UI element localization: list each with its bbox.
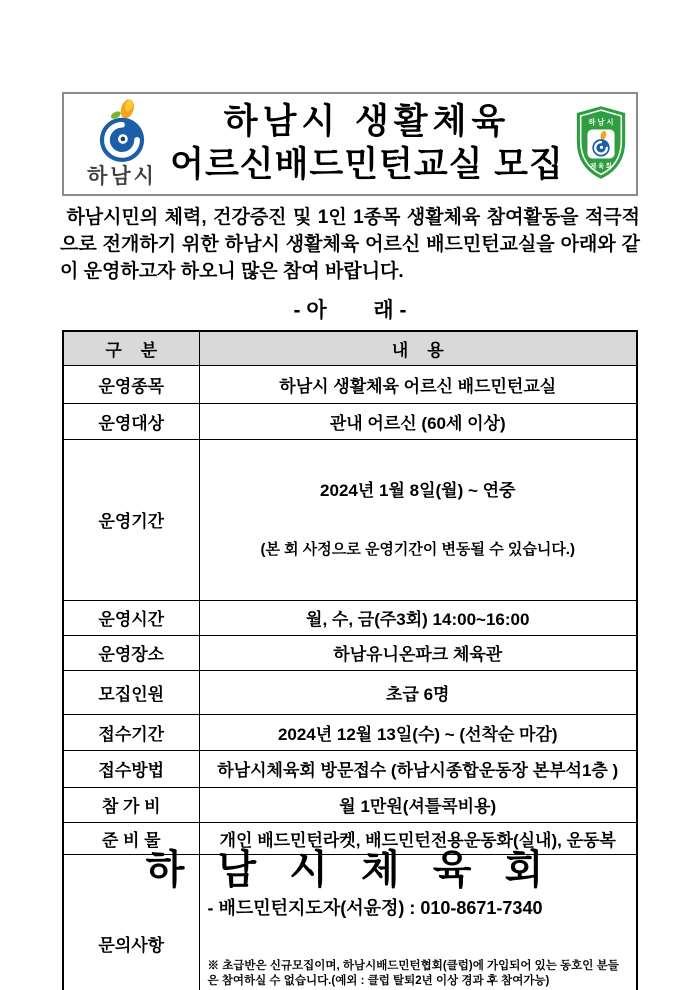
row-operating-period bbox=[63, 439, 637, 600]
row-label: 접수방법 bbox=[63, 750, 199, 787]
row-target bbox=[63, 403, 637, 439]
period-line-1: 2024년 1월 8일(월) ~ 연중 bbox=[320, 480, 516, 500]
below-divider-label: - 아 래 - bbox=[293, 299, 407, 322]
title-banner bbox=[62, 92, 638, 196]
emblem-top-text: 하 남 시 bbox=[588, 117, 614, 127]
inquiry-note: ※ 초급반은 신규모집이며, 하남시배드민턴협회(클럽)에 가입되어 있는 동호인 분들은 참여하실 수 없습니다.(예외 : 클럽 탈퇴2년 이상 경과 후 참여가능) bbox=[207, 960, 619, 988]
row-label: 운영대상 bbox=[63, 403, 199, 439]
period-line-2: (본 회 사정으로 운영기간이 변동될 수 있습니다.) bbox=[260, 540, 575, 558]
row-content: 하남시 생활체육 어르신 배드민턴교실 bbox=[199, 365, 637, 403]
hanam-logo-swirl-icon bbox=[91, 98, 153, 164]
row-content bbox=[199, 439, 637, 600]
row-content: 하남유니온파크 체육관 bbox=[199, 635, 637, 670]
title-line-2: 어르신배드민턴교실 모집 bbox=[170, 145, 564, 184]
row-label: 운영시간 bbox=[63, 600, 199, 635]
row-recruitment-count bbox=[63, 670, 637, 714]
table-header-row bbox=[63, 331, 637, 365]
row-content: 2024년 12월 13일(수) ~ (선착순 마감) bbox=[199, 714, 637, 750]
sports-association-emblem-icon bbox=[572, 104, 630, 182]
row-label: 운영기간 bbox=[63, 439, 199, 600]
row-application-method bbox=[63, 750, 637, 787]
footer-org-name: 하 남 시 체 육 회 bbox=[145, 848, 555, 892]
row-content: 초급 6명 bbox=[199, 670, 637, 714]
header-content-cell: 내 용 bbox=[199, 331, 637, 365]
title-line-1: 하남시 생활체육 bbox=[223, 102, 511, 142]
row-label: 모집인원 bbox=[63, 670, 199, 714]
row-content: 월, 수, 금(주3회) 14:00~16:00 bbox=[199, 600, 637, 635]
row-label: 참 가 비 bbox=[63, 787, 199, 822]
row-venue bbox=[63, 635, 637, 670]
row-content: 개인 배드민턴라켓, 배드민턴전용운동화(실내), 운동복 bbox=[199, 822, 637, 854]
row-operating-time bbox=[63, 600, 637, 635]
row-label: 운영종목 bbox=[63, 365, 199, 403]
intro-paragraph: 하남시민의 체력, 건강증진 및 1인 1종목 생활체육 참여활동을 적극적으로 전개하기 위한 하남시 생활체육 어르신 배드민턴교실을 아래와 같이 운영하고자 하오니 많은 참여 바랍니다. bbox=[60, 207, 641, 282]
row-content: 월 1만원(셔틀콕비용) bbox=[199, 787, 637, 822]
row-operating-sport bbox=[63, 365, 637, 403]
row-label: 접수기간 bbox=[63, 714, 199, 750]
header-category-cell: 구 분 bbox=[63, 331, 199, 365]
row-participation-fee bbox=[63, 787, 637, 822]
row-label: 운영장소 bbox=[63, 635, 199, 670]
banner-title bbox=[164, 94, 570, 194]
hanam-city-logo bbox=[72, 98, 172, 194]
emblem-bottom-text: 체 육 회 bbox=[590, 163, 612, 171]
row-application-period bbox=[63, 714, 637, 750]
inquiry-contact: - 배드민턴지도자(서윤정) : 010-8671-7340 bbox=[207, 897, 543, 918]
row-label: 문의사항 bbox=[63, 854, 199, 990]
row-content: 하남시체육회 방문접수 (하남시종합운동장 본부석1층 ) bbox=[199, 750, 637, 787]
logo-caption: 하남시 bbox=[87, 165, 157, 188]
row-label: 준 비 물 bbox=[63, 822, 199, 854]
row-content: 관내 어르신 (60세 이상) bbox=[199, 403, 637, 439]
